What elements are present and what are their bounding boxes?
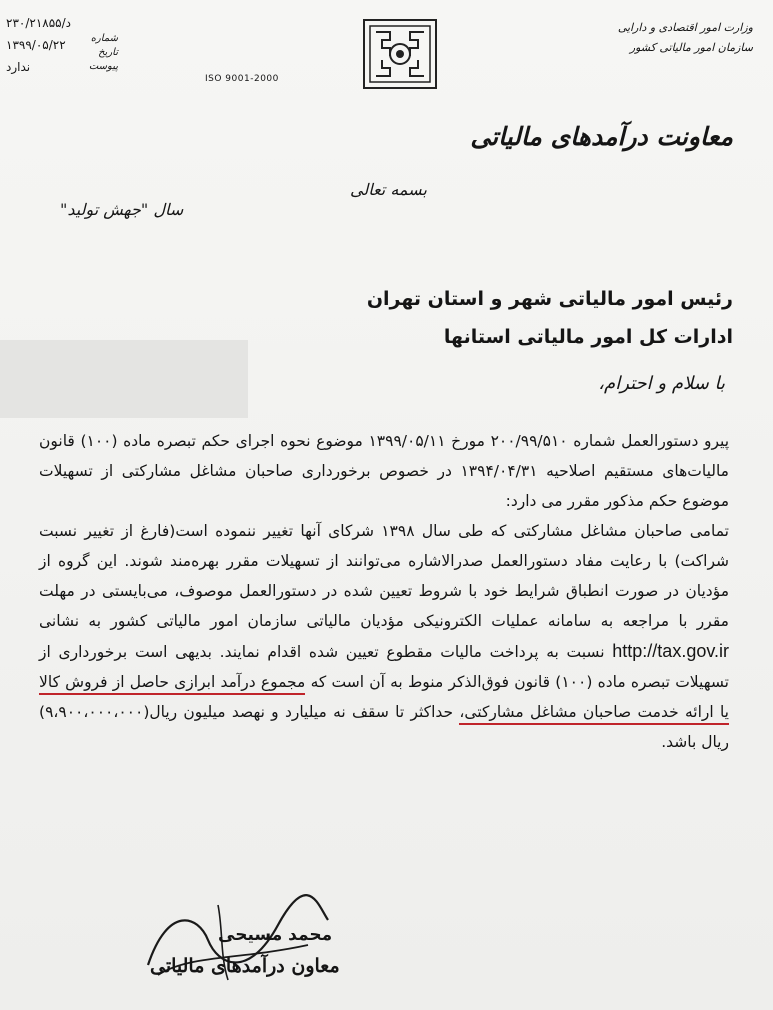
letter-number: د/۲۳۰/۲۱۸۵۵ (6, 16, 71, 30)
letter-meta-labels (88, 32, 118, 74)
date-label: تاریخ (98, 47, 118, 58)
scan-shade (0, 340, 248, 418)
recipient-line-1: رئیس امور مالیاتی شهر و استان تهران (366, 288, 733, 310)
letter-date: ۱۳۹۹/۰۵/۲۲ (6, 38, 66, 52)
organization-line: سازمان امور مالیاتی کشور (629, 41, 753, 54)
signatory-title: معاون درآمدهای مالیاتی (150, 955, 340, 977)
letter-meta-values (6, 12, 86, 78)
year-motto: سال "جهش تولید" (60, 200, 184, 219)
office-title: معاونت درآمدهای مالیاتی (470, 122, 733, 151)
body-paragraph-2-start: تمامی صاحبان مشاغل مشارکتی که طی سال ۱۳۹۸ شرکای آنها تغییر ننموده است(فارغ از تغییر نسبت شراکت) با رعایت مفاد دستورالعمل صدرالاشاره می‌توانند از تسهیلات مقرر بهره‌مند شوند. این گروه از مؤدیان در صورت انطباق شرایط خود با شروط تعیین شده در دستورالعمل موصوف، می‌بایستی در مهلت مقرر با مراجعه به سامانه عملیات الکترونیکی مؤدیان مالیاتی سازمان امور مالیاتی کشور به نشانی (39, 522, 729, 630)
letter-body (39, 426, 729, 757)
recipient-line-2: ادارات کل امور مالیاتی استانها (443, 326, 733, 348)
body-paragraph-2-after-url: نسبت به پرداخت مالیات مقطوع تعیین شده اقدام نمایند. بدیهی است برخورداری از تسهیلات تبصره ماده (۱۰۰) قانون فوق‌الذکر منوط به آن است که (39, 643, 729, 691)
organization-lines (603, 18, 753, 58)
number-label: شماره (90, 33, 118, 44)
attachment-label: پیوست (88, 61, 118, 72)
tax-website-link[interactable]: http://tax.gov.ir (612, 641, 729, 661)
organization-emblem (362, 18, 438, 90)
bismillah: بسمه تعالی (350, 180, 427, 199)
body-paragraph-2-end: حداکثر تا سقف نه میلیارد و نهصد میلیون ریال(۹،۹۰۰،۰۰۰،۰۰۰) ریال باشد. (39, 703, 729, 751)
signatory-name: محمد مسیحی (218, 925, 333, 945)
ministry-line: وزارت امور اقتصادی و دارایی (617, 21, 753, 34)
greeting: با سلام و احترام، (598, 373, 725, 394)
highlighted-condition: مجموع درآمد ابرازی حاصل از فروش کالا یا ارائه خدمت صاحبان مشاغل مشارکتی، (39, 673, 729, 725)
letter-attachment: ندارد (6, 60, 31, 74)
body-paragraph-1: پیرو دستورالعمل شماره ۲۰۰/۹۹/۵۱۰ مورخ ۱۳۹۹/۰۵/۱۱ موضوع نحوه اجرای حکم تبصره ماده (۱۰۰) قانون مالیات‌های مستقیم اصلاحیه ۱۳۹۴/۰۴/۳۱ در خصوص برخورداری صاحبان مشاغل مشارکتی از تسهیلات موضوع حکم مذکور مقرر می دارد: (39, 432, 730, 510)
iso-label: ISO 9001-2000 (205, 74, 279, 84)
body-paragraph-2 (39, 516, 729, 757)
